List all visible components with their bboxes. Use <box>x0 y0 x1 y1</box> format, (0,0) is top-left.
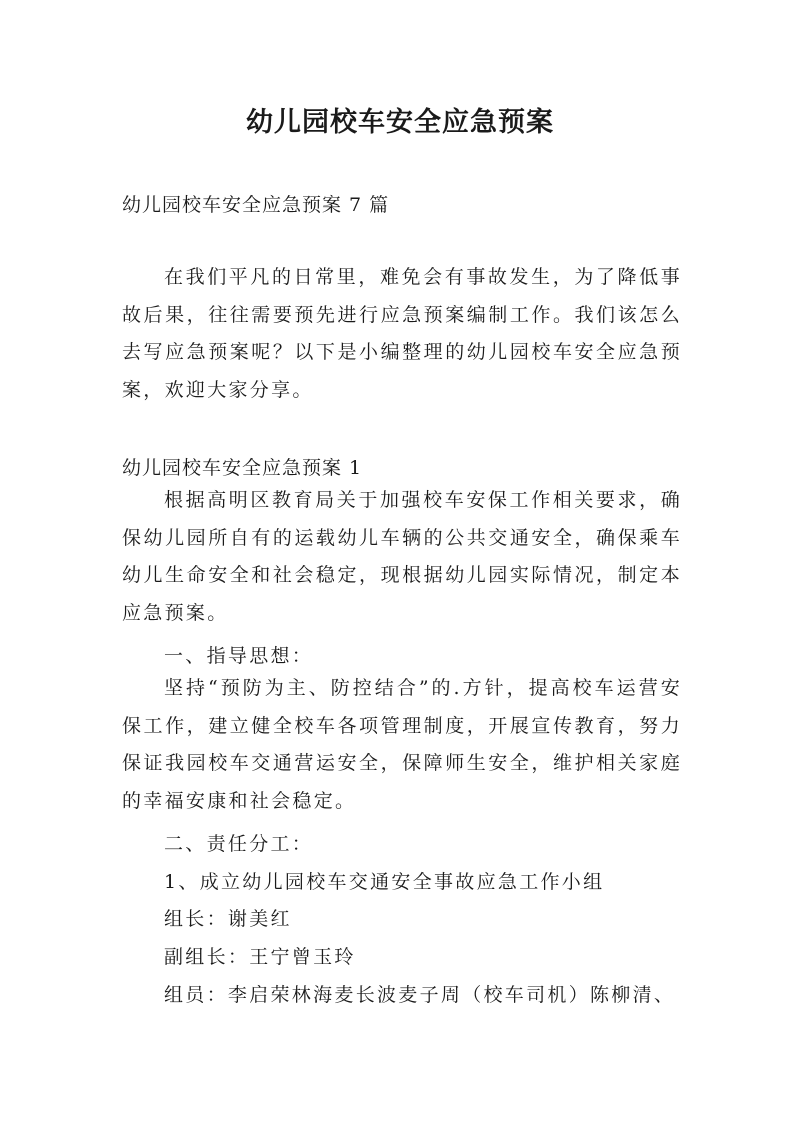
section-intro-paragraph: 根据高明区教育局关于加强校车安保工作相关要求，确保幼儿园所自有的运载幼儿车辆的公共交通安全，确保乘车幼儿生命安全和社会稳定，现根据幼儿园实际情况，制定本应急预案。 <box>122 489 682 624</box>
deputy-leader-line: 副组长：王宁曾玉玲 <box>164 946 356 968</box>
section-heading: 幼儿园校车安全应急预案 1 <box>122 457 363 479</box>
part1-body-paragraph: 坚持“预防为主、防控结合”的.方针，提高校车运营安保工作，建立健全校车各项管理制度，开展宣传教育，努力保证我园校车交通营运安全，保障师生安全，维护相关家庭的幸福安康和社会稳定。 <box>122 677 682 812</box>
document-title: 幼儿园校车安全应急预案 <box>246 107 554 138</box>
leader-line: 组长：谢美红 <box>164 908 292 930</box>
part2-heading: 二、责任分工： <box>164 833 314 855</box>
intro-paragraph: 在我们平凡的日常里，难免会有事故发生，为了降低事故后果，往往需要预先进行应急预案编制工作。我们该怎么去写应急预案呢？以下是小编整理的幼儿园校车安全应急预案，欢迎大家分享。 <box>122 266 682 401</box>
members-line: 组员：李启荣林海麦长波麦子周（校车司机）陈柳清、 <box>164 984 676 1006</box>
part1-heading: 一、指导思想： <box>164 645 314 667</box>
document-subtitle: 幼儿园校车安全应急预案 7 篇 <box>122 194 390 216</box>
list-item-1: 1、成立幼儿园校车交通安全事故应急工作小组 <box>164 871 605 893</box>
